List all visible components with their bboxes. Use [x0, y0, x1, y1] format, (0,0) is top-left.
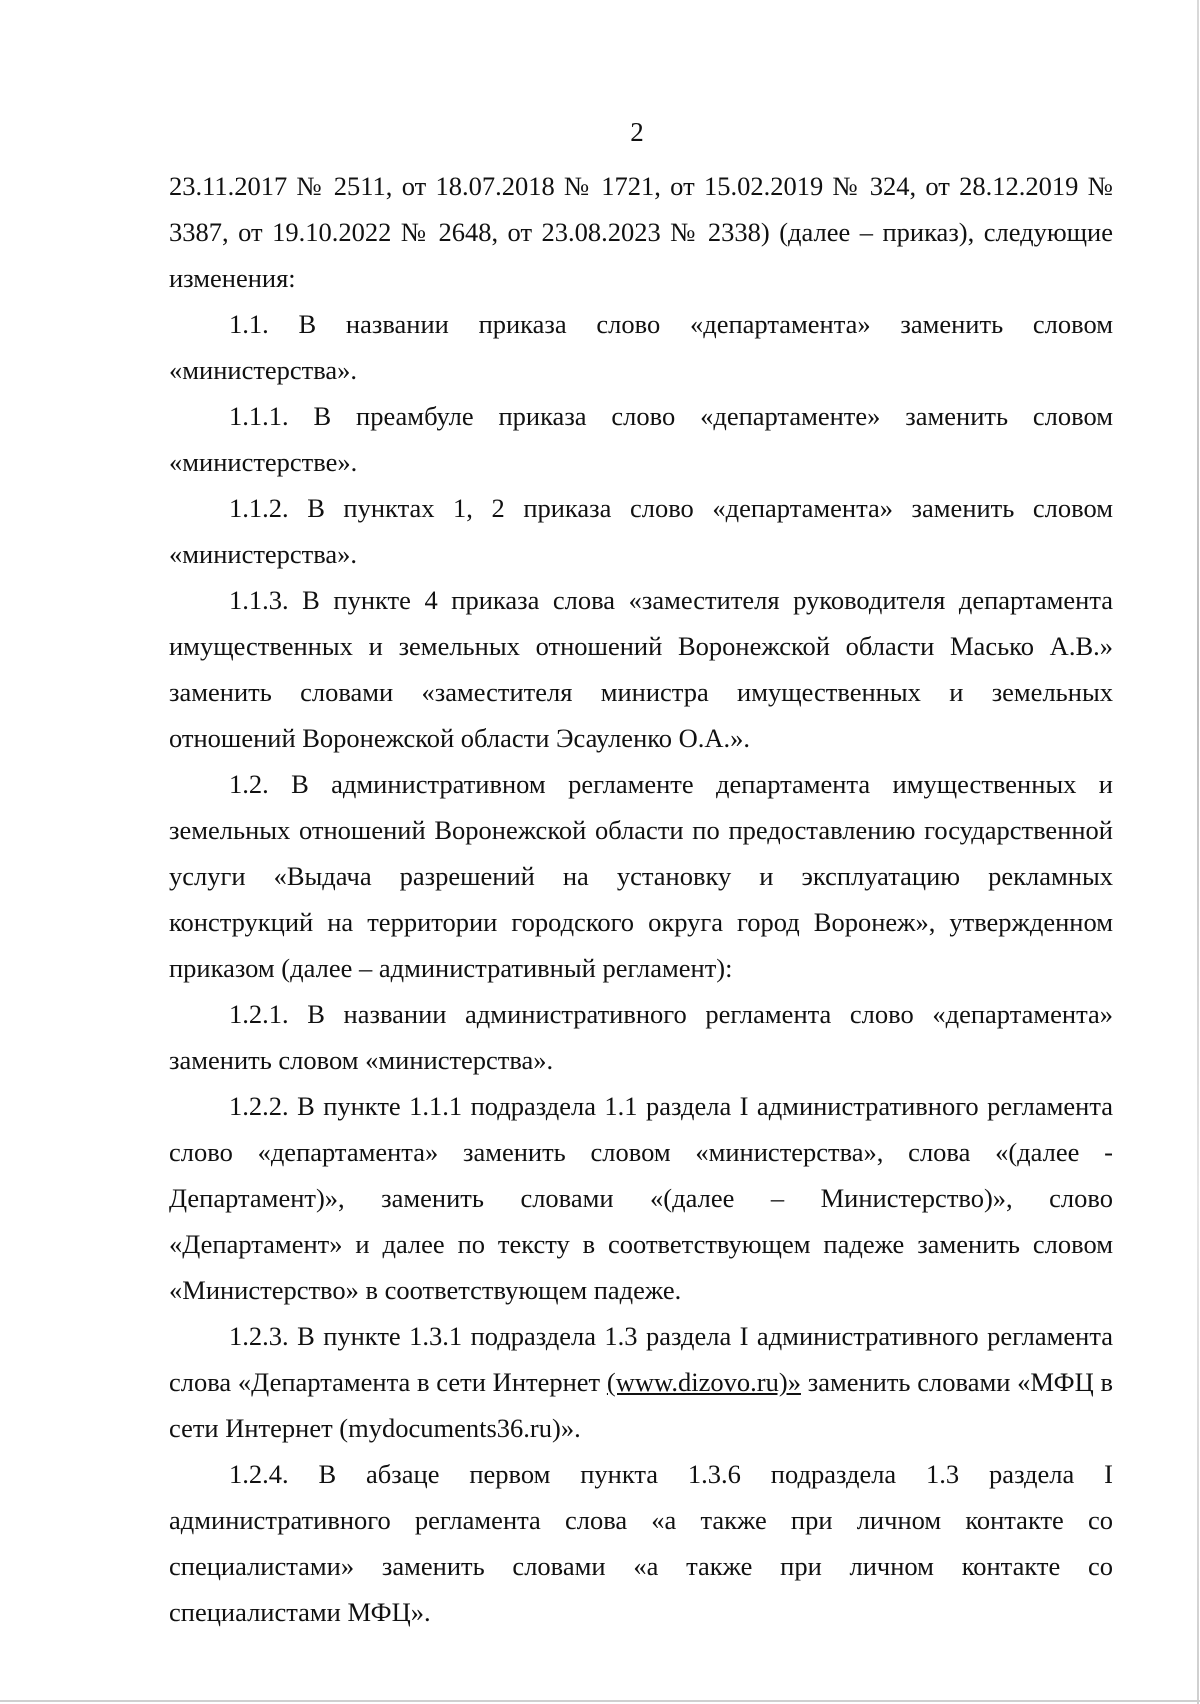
paragraph-1-1: 1.1. В названии приказа слово «департамента» заменить словом «министерства». [169, 309, 1113, 385]
document-body [169, 163, 1113, 1635]
paragraph-continuation: 23.11.2017 № 2511, от 18.07.2018 № 1721, от 15.02.2019 № 324, от 28.12.2019 № 3387, от 19.10.2022 № 2648, от 23.08.2023 № 2338) (далее – приказ), следующие изменения: [169, 171, 1113, 293]
paragraph-1-1-3: 1.1.3. В пункте 4 приказа слова «заместителя руководителя департамента имущественных и земельных отношений Воронежской области Масько А.В.» заменить словами «заместителя министра имущественных и земельных отношений Воронежской области Эсауленко О.А.». [169, 585, 1113, 753]
paragraph-1-2: 1.2. В административном регламенте департамента имущественных и земельных отношений Воронежской области по предоставлению государственной услуги «Выдача разрешений на установку и эксплуатацию рекламных конструкций на территории городского округа город Воронеж», утвержденном приказом (далее – административный регламент): [169, 769, 1113, 983]
scan-border-bottom [0, 1700, 1200, 1702]
dizovo-link[interactable]: (www.dizovo.ru)» [606, 1367, 801, 1397]
paragraph-1-2-4: 1.2.4. В абзаце первом пункта 1.3.6 подраздела 1.3 раздела I административного регламента слова «а также при личном контакте со специалистами» заменить словами «а также при личном контакте со специалистами МФЦ». [169, 1459, 1113, 1627]
paragraph-1-2-1: 1.2.1. В названии административного регламента слово «департамента» заменить словом «министерства». [169, 999, 1113, 1075]
scan-border-right [1197, 0, 1199, 1704]
paragraph-1-2-3-text-after: заменить словами «МФЦ в сети Интернет (mydocuments36.ru)». [169, 1367, 1114, 1443]
paragraph-1-2-3-text-before: 1.2.3. В пункте 1.3.1 подраздела 1.3 раздела I административного регламента слова «Департамента в сети Интернет [169, 1321, 1113, 1397]
paragraph-1-2-2: 1.2.2. В пункте 1.1.1 подраздела 1.1 раздела I административного регламента слово «департамента» заменить словом «министерства», слова «(далее - Департамент)», заменить словами «(далее – Министерство)», слово «Департамент» и далее по тексту в соответствующем падеже заменить словом «Министерство» в соответствующем падеже. [169, 1091, 1113, 1305]
paragraph-1-1-2: 1.1.2. В пунктах 1, 2 приказа слово «департамента» заменить словом «министерства». [169, 493, 1113, 569]
page-number: 2 [630, 117, 644, 147]
paragraph-1-2-3 [169, 1313, 1113, 1451]
paragraph-1-1-1: 1.1.1. В преамбуле приказа слово «департаменте» заменить словом «министерстве». [169, 401, 1113, 477]
